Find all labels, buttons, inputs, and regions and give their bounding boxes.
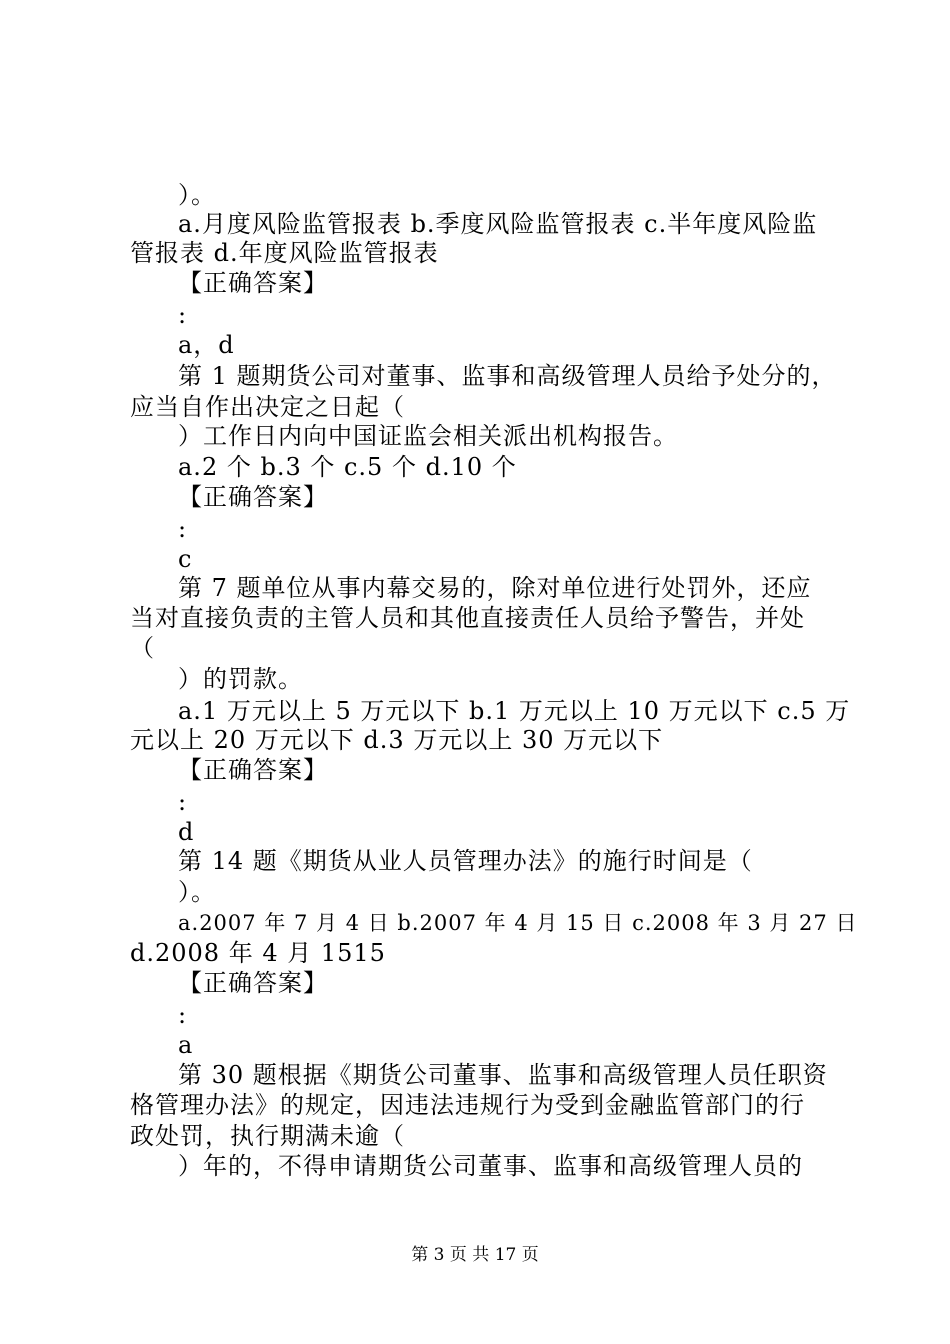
text-line: 格管理办法》的规定，因违法违规行为受到金融监管部门的行 [130,1091,805,1119]
text-line: 应当自作出决定之日起（ [130,393,405,421]
text-line: d [178,818,195,846]
text-line: 【正确答案】 [178,969,328,997]
text-line: a.2007 年 7 月 4 日 b.2007 年 4 月 15 日 c.2008 年 3 月 27 日 [178,911,858,935]
text-line: a.1 万元以上 5 万元以下 b.1 万元以上 10 万元以下 c.5 万 [178,697,851,725]
text-line: 第 7 题单位从事内幕交易的，除对单位进行处罚外，还应 [178,574,812,602]
text-line: ）。 [178,181,216,209]
text-line: 管报表 d.年度风险监管报表 [130,239,439,267]
text-line: : [178,301,188,329]
text-line: 第 30 题根据《期货公司董事、监事和高级管理人员任职资 [178,1061,828,1089]
text-line: 第 1 题期货公司对董事、监事和高级管理人员给予处分的， [178,362,837,390]
text-line: 第 14 题《期货从业人员管理办法》的施行时间是（ [178,847,753,875]
text-line: （ [130,634,155,662]
text-line: ）。 [178,878,216,906]
text-line: 【正确答案】 [178,756,328,784]
text-line: : [178,1001,188,1029]
text-line: a.2 个 b.3 个 c.5 个 d.10 个 [178,453,517,481]
text-line: a，d [178,331,235,359]
text-line: 政处罚，执行期满未逾（ [130,1122,405,1150]
text-line: a [178,1031,194,1059]
text-line: ）年的，不得申请期货公司董事、监事和高级管理人员的 [178,1152,803,1180]
text-line: : [178,515,188,543]
text-line: ）工作日内向中国证监会相关派出机构报告。 [178,422,678,450]
text-line: 当对直接负责的主管人员和其他直接责任人员给予警告，并处 [130,604,805,632]
text-line: ）的罚款。 [178,665,303,693]
text-line: : [178,788,188,816]
text-line: 元以上 20 万元以下 d.3 万元以上 30 万元以下 [130,726,664,754]
text-line: d.2008 年 4 月 1515 [130,939,386,967]
page-number-footer: 第 3 页 共 17 页 [411,1245,539,1265]
text-line: 【正确答案】 [178,483,328,511]
text-line: c [178,545,193,573]
text-line: a.月度风险监管报表 b.季度风险监管报表 c.半年度风险监 [178,210,818,238]
text-line: 【正确答案】 [178,269,328,297]
